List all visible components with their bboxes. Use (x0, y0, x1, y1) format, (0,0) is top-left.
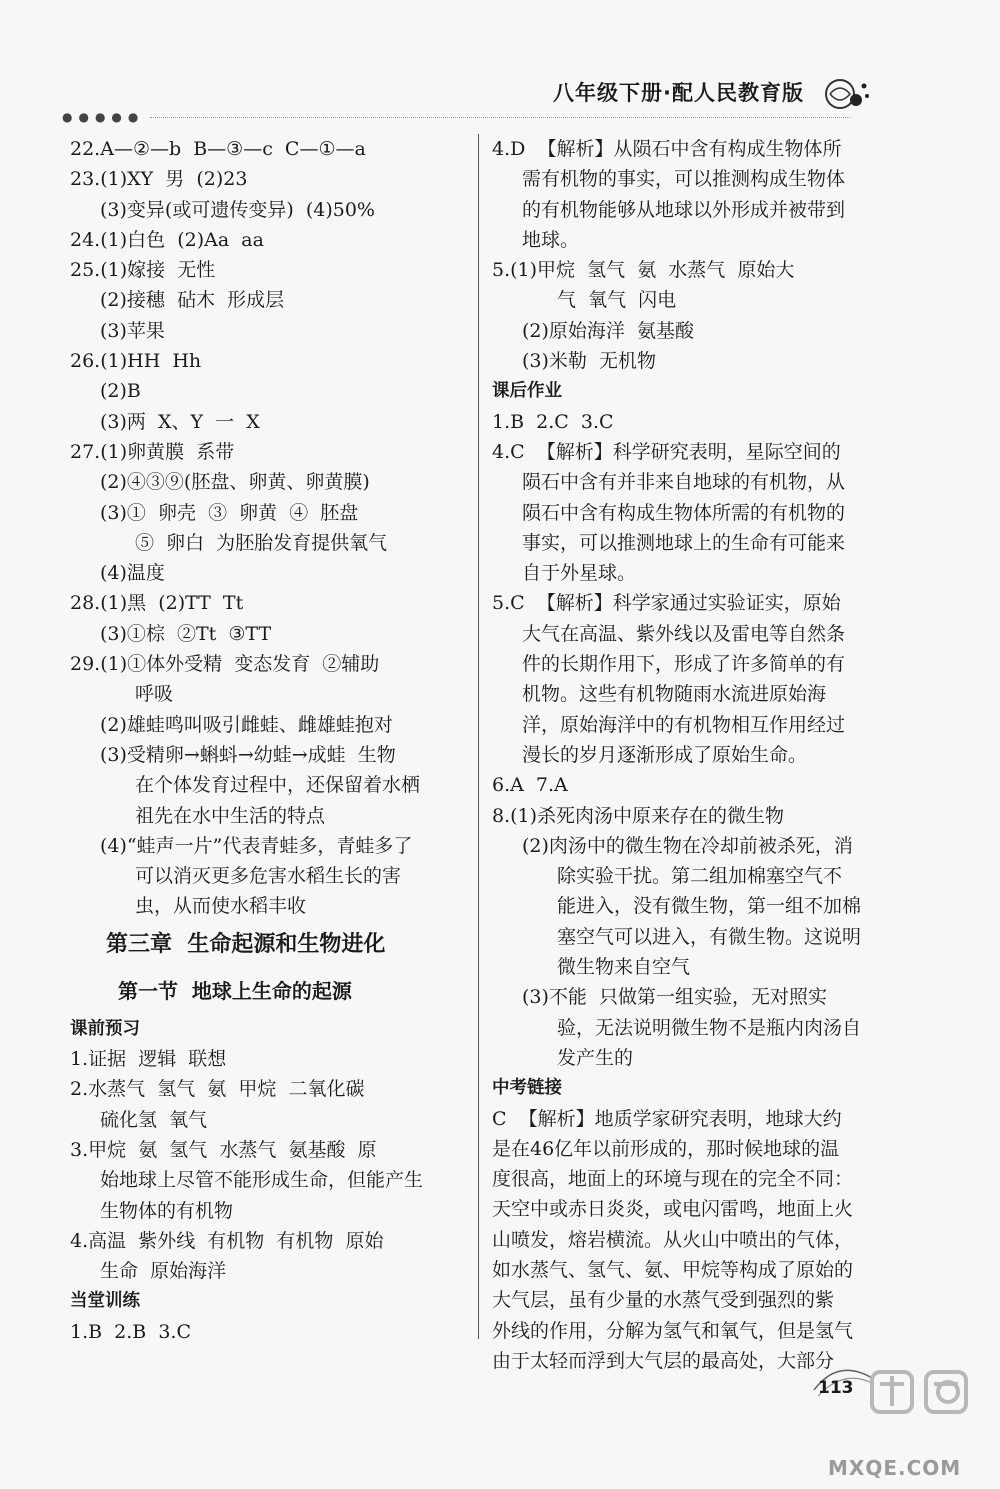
text-line: 洋，原始海洋中的有机物相互作用经过 (522, 713, 846, 736)
left-column (70, 134, 465, 1347)
text-line: 1.B 2.C 3.C (492, 410, 614, 433)
text-line: 塞空气可以进入，有微生物。这说明 (557, 925, 862, 948)
text-line: 件的长期作用下，形成了许多简单的有 (522, 653, 846, 676)
text-line: (3)①棕 ②Tt ③TT (100, 622, 272, 645)
text-line: 5.(1)甲烷 氢气 氨 水蒸气 原始大 (492, 259, 795, 282)
text-line: C 【解析】地质学家研究表明，地球大约 (492, 1107, 842, 1130)
text-line: 微生物来自空气 (557, 956, 691, 979)
text-line: 的有机物能够从地球以外形成并被带到 (522, 198, 846, 221)
page-number: 113 (818, 1378, 854, 1398)
page-header (0, 0, 1000, 125)
text-line: ⑤ 卵白 为胚胎发育提供氧气 (135, 531, 388, 554)
text-line: 陨石中含有构成生物体所需的有机物的 (522, 501, 846, 524)
header-dots: ●●●●● (62, 110, 145, 124)
text-line: (2)原始海洋 氨基酸 (522, 319, 694, 342)
text-line: 天空中或赤日炎炎，或电闪雷鸣，地面上火 (492, 1198, 854, 1221)
text-line: 除实验干扰。第二组加棉塞空气不 (557, 865, 843, 888)
text-line: 由于太轻而浮到大气层的最高处，大部分 (492, 1349, 835, 1372)
text-line: 24.(1)白色 (2)Aa aa (70, 228, 264, 251)
watermark-text: MXQE.COM (828, 1456, 962, 1480)
section-heading: 第三章 生命起源和生物进化 (106, 931, 386, 957)
section-heading: 中考链接 (492, 1078, 562, 1099)
text-line: 5.C 【解析】科学家通过实验证实，原始 (492, 592, 841, 615)
text-line: 29.(1)①体外受精 变态发育 ②辅助 (70, 653, 380, 676)
text-line: (3)受精卵→蝌蚪→幼蛙→成蛙 生物 (100, 743, 396, 766)
text-line: 漫长的岁月逐渐形成了原始生命。 (522, 743, 808, 766)
header-rule (150, 117, 850, 118)
text-line: (2)B (100, 380, 141, 403)
text-line: 25.(1)嫁接 无性 (70, 259, 216, 282)
text-line: 地球。 (522, 228, 580, 251)
right-column (492, 134, 892, 1376)
text-line: 陨石中含有并非来自地球的有机物，从 (522, 471, 846, 494)
text-line: 度很高，地面上的环境与现在的完全不同： (492, 1168, 854, 1191)
text-line: 硫化氢 氧气 (100, 1108, 208, 1131)
text-line: (2)肉汤中的微生物在冷却前被杀死，消 (522, 834, 853, 857)
text-line: 4.C 【解析】科学研究表明，星际空间的 (492, 440, 841, 463)
text-line: 外线的作用，分解为氢气和氧气，但是氢气 (492, 1319, 854, 1342)
text-line: (3)苹果 (100, 319, 165, 342)
text-line: 需有机物的事实，可以推测构成生物体 (522, 168, 846, 191)
text-line: 自于外星球。 (522, 562, 637, 585)
text-line: 3.甲烷 氨 氢气 水蒸气 氨基酸 原 (70, 1138, 377, 1161)
text-line: 气 氧气 闪电 (557, 289, 677, 312)
text-line: 山喷发，熔岩横流。从火山中喷出的气体， (492, 1228, 854, 1251)
text-line: (3)变异(或可遗传变异) (4)50% (100, 198, 375, 221)
text-line: 22.A—②—b B—③—c C—①—a (70, 138, 366, 160)
text-line: (3)不能 只做第一组实验，无对照实 (522, 986, 827, 1009)
text-line: 4.D 【解析】从陨石中含有构成生物体所 (492, 138, 842, 160)
text-line: 4.高温 紫外线 有机物 有机物 原始 (70, 1229, 384, 1252)
text-line: 生物体的有机物 (100, 1199, 234, 1222)
text-line: 发产生的 (557, 1046, 634, 1069)
text-line: 生命 原始海洋 (100, 1260, 227, 1283)
book-logo-icon (822, 72, 870, 112)
text-line: 大气层，虽有少量的水蒸气受到强烈的紫 (492, 1289, 835, 1312)
text-line: (2)雄蛙鸣叫吸引雌蛙、雌雄蛙抱对 (100, 713, 393, 736)
text-line: 23.(1)XY 男 (2)23 (70, 168, 248, 191)
text-line: (4)“蛙声一片”代表青蛙多，青蛙多了 (100, 834, 413, 857)
text-line: 26.(1)HH Hh (70, 350, 202, 373)
text-line: 始地球上尽管不能形成生命，但能产生 (100, 1169, 424, 1192)
text-line: 6.A 7.A (492, 774, 568, 797)
text-line: 能进入，没有微生物，第一组不加棉 (557, 895, 862, 918)
section-heading: 第一节 地球上生命的起源 (118, 978, 352, 1003)
text-line: (3)① 卵壳 ③ 卵黄 ④ 胚盘 (100, 501, 359, 524)
text-line: 祖先在水中生活的特点 (135, 804, 326, 827)
text-line: 在个体发育过程中，还保留着水栖 (135, 774, 421, 797)
text-line: 验，无法说明微生物不是瓶内肉汤自 (557, 1016, 862, 1039)
text-line: 27.(1)卵黄膜 系带 (70, 440, 235, 463)
text-line: (4)温度 (100, 562, 165, 585)
text-line: 事实，可以推测地球上的生命有可能来 (522, 531, 846, 554)
section-heading: 课后作业 (492, 381, 562, 402)
text-line: (3)两 X、Y 一 X (100, 410, 260, 433)
text-line: 2.水蒸气 氢气 氨 甲烷 二氧化碳 (70, 1078, 365, 1101)
text-line: 1.证据 逻辑 联想 (70, 1048, 227, 1071)
text-line: 28.(1)黑 (2)TT Tt (70, 592, 244, 615)
text-line: 如水蒸气、氢气、氨、甲烷等构成了原始的 (492, 1258, 854, 1281)
text-line: (2)④③⑨(胚盘、卵黄、卵黄膜) (100, 471, 370, 494)
text-line: (3)米勒 无机物 (522, 350, 656, 373)
column-divider (478, 134, 479, 1339)
section-heading: 课前预习 (70, 1018, 140, 1039)
text-line: 可以消灭更多危害水稻生长的害 (135, 865, 402, 888)
text-line: 虫，从而使水稻丰收 (135, 895, 307, 918)
text-line: 8.(1)杀死肉汤中原来存在的微生物 (492, 804, 785, 827)
text-line: (2)接穗 砧木 形成层 (100, 289, 285, 312)
text-line: 是在46亿年以前形成的，那时候地球的温 (492, 1137, 840, 1160)
text-line: 呼吸 (135, 683, 174, 706)
text-line: 大气在高温、紫外线以及雷电等自然条 (522, 622, 846, 645)
text-line: 机物。这些有机物随雨水流进原始海 (522, 683, 827, 706)
header-title: 八年级下册·配人民教育版 (553, 81, 804, 105)
text-line: 1.B 2.B 3.C (70, 1320, 192, 1343)
section-heading: 当堂训练 (70, 1291, 140, 1312)
